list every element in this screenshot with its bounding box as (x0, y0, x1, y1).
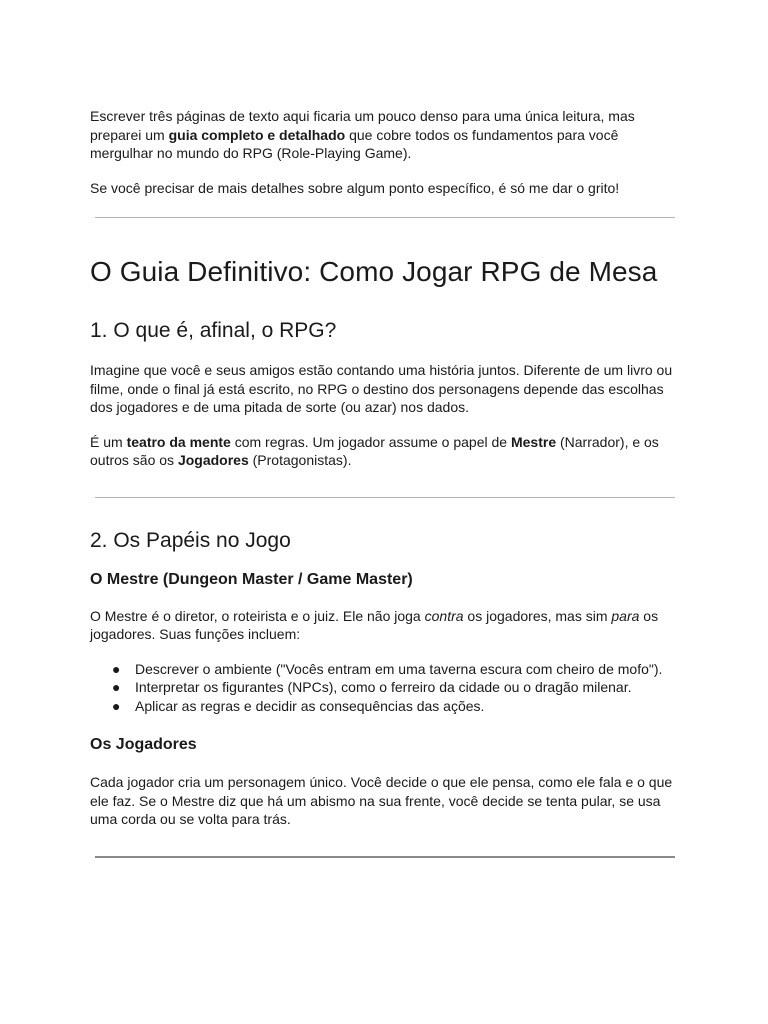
list-item-text: Descrever o ambiente ("Vocês entram em uma taverna escura com cheiro de mofo"). (135, 660, 663, 677)
bullet-icon: ● (112, 679, 121, 695)
paragraph-text: os jogadores, mas sim (463, 607, 612, 624)
section-1-heading: 1. O que é, afinal, o RPG? (90, 319, 337, 342)
divider (95, 856, 675, 858)
bold-text: Mestre (510, 433, 557, 450)
page-title: O Guia Definitivo: Como Jogar RPG de Mesa (90, 256, 658, 287)
intro-bold-text: guia completo e detalhado (168, 126, 346, 143)
bullet-icon: ● (112, 660, 121, 677)
intro-text: Escrever três páginas de texto aqui ficaria um pouco denso para uma única leitura, mas preparei um (90, 108, 635, 143)
paragraph-text: O Mestre é o diretor, o roteirista e o juiz. Ele não joga (90, 607, 425, 624)
list-item (90, 697, 680, 716)
intro-paragraph-1 (90, 107, 680, 163)
master-functions-list (90, 660, 680, 716)
italic-text: contra (424, 607, 464, 624)
players-paragraph: Cada jogador cria um personagem único. Você decide o que ele pensa, como ele fala e o que ele faz. Se o Mestre diz que há um abismo na sua frente, você decide se tenta pular, se usa uma corda ou se volta para trás. (90, 774, 673, 827)
paragraph-text: (Protagonistas). (248, 452, 352, 468)
bold-text: Jogadores (177, 452, 249, 468)
intro-text: que cobre todos os fundamentos para você mergulhar no mundo do RPG (Role-Playing Game). (90, 126, 619, 161)
paragraph-text: com regras. Um jogador assume o papel de (230, 433, 511, 450)
bullet-icon: ● (112, 697, 121, 714)
master-heading: O Mestre (Dungeon Master / Game Master) (90, 570, 413, 588)
paragraph-text: É um (90, 433, 127, 450)
bold-text: teatro da mente (126, 433, 231, 450)
list-item-text: Aplicar as regras e decidir as consequências das ações. (135, 697, 485, 714)
divider (95, 217, 675, 218)
list-item (90, 660, 680, 679)
section-1-paragraph-2 (90, 433, 680, 470)
section-1-paragraph-1: Imagine que você e seus amigos estão contando uma história juntos. Diferente de um livro ou filme, onde o final já está escrito, no RPG o destino dos personagens depende das escolhas dos jogadores e de uma pitada de sorte (ou azar) nos dados. (90, 362, 673, 415)
section-2-heading: 2. Os Papéis no Jogo (90, 528, 291, 552)
intro-paragraph-2: Se você precisar de mais detalhes sobre algum ponto específico, é só me dar o grito! (90, 179, 620, 196)
master-paragraph (90, 607, 680, 644)
list-item-text: Interpretar os figurantes (NPCs), como o ferreiro da cidade ou o dragão milenar. (135, 679, 632, 695)
divider (95, 497, 675, 498)
paragraph-text: (Narrador), e os outros são os (90, 433, 659, 468)
italic-text: para (611, 607, 640, 624)
paragraph-text: os jogadores. Suas funções incluem: (90, 607, 659, 642)
document-content (90, 107, 680, 858)
players-heading: Os Jogadores (90, 736, 197, 753)
list-item (90, 678, 680, 697)
